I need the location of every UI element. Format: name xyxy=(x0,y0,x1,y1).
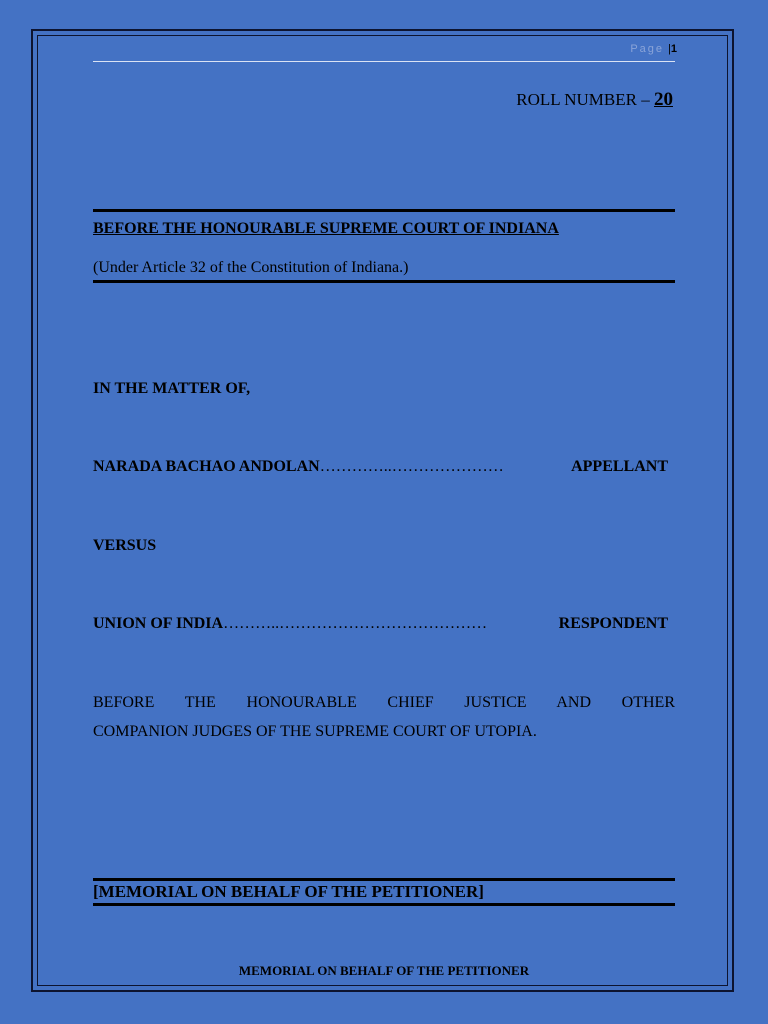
respondent-leader-dots: ………..………………………………… xyxy=(223,615,488,632)
respondent-line xyxy=(93,615,668,633)
header-rule xyxy=(93,61,675,62)
court-bottom-rule xyxy=(93,280,675,283)
roll-number-label: ROLL NUMBER – xyxy=(516,90,650,109)
appellant-role: APPELLANT xyxy=(571,458,668,475)
court-top-rule xyxy=(93,209,675,212)
respondent-name: UNION OF INDIA xyxy=(93,615,224,632)
matter-heading: IN THE MATTER OF, xyxy=(93,380,251,397)
roll-number xyxy=(516,89,673,111)
page-footer: MEMORIAL ON BEHALF OF THE PETITIONER xyxy=(238,963,530,978)
page-number: 1 xyxy=(670,43,677,55)
memorial-bottom-rule xyxy=(93,903,675,906)
court-title: BEFORE THE HONOURABLE SUPREME COURT OF INDIANA xyxy=(93,220,559,237)
appellant-name: NARADA BACHAO ANDOLAN xyxy=(93,458,320,475)
bench-paragraph xyxy=(93,688,675,746)
bench-line-2: COMPANION JUDGES OF THE SUPREME COURT OF UTOPIA. xyxy=(93,723,537,740)
appellant-line xyxy=(93,458,668,476)
bench-line-1: BEFORE THE HONOURABLE CHIEF JUSTICE AND OTHER xyxy=(93,694,675,711)
memorial-title: [MEMORIAL ON BEHALF OF THE PETITIONER] xyxy=(93,882,484,901)
versus-label: VERSUS xyxy=(93,537,157,554)
page-border-inner xyxy=(37,35,728,986)
page-number-header xyxy=(630,43,677,55)
page-border xyxy=(31,29,734,992)
page-word: Page xyxy=(630,43,665,55)
page-separator: | xyxy=(668,43,671,55)
court-subtitle: (Under Article 32 of the Constitution of Indiana.) xyxy=(93,259,409,276)
respondent-role: RESPONDENT xyxy=(558,615,668,632)
memorial-top-rule xyxy=(93,878,675,881)
appellant-leader-dots: …………..………………… xyxy=(319,458,504,475)
roll-number-value: 20 xyxy=(654,89,673,110)
